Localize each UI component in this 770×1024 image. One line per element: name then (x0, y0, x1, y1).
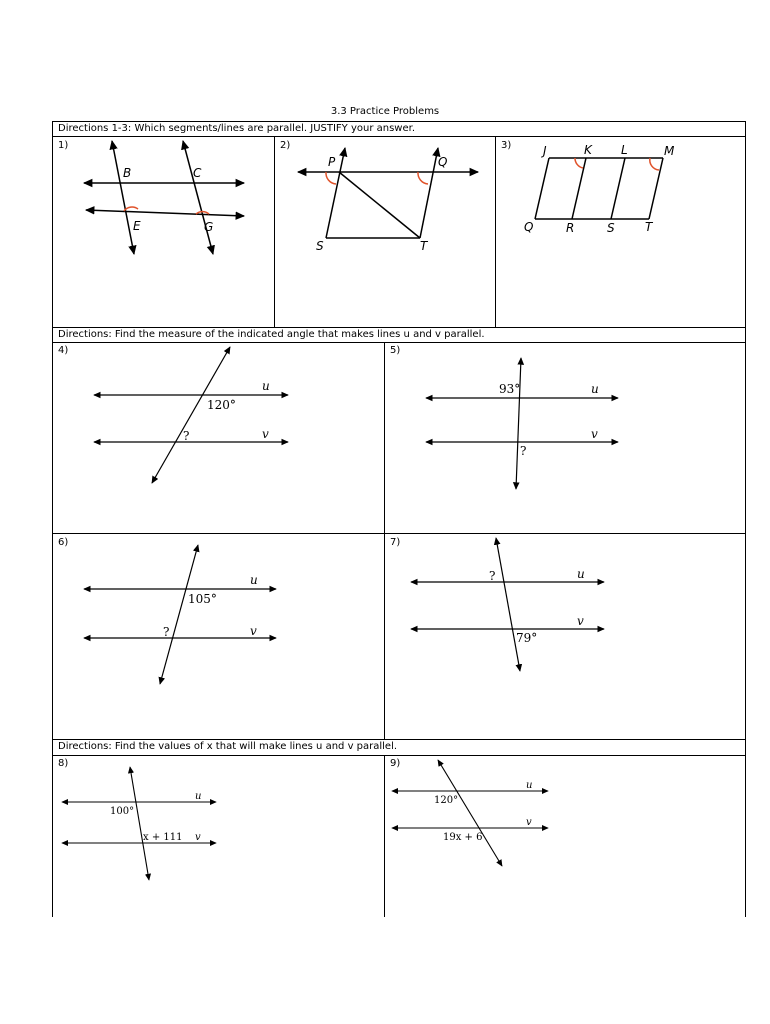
page-title: 3.3 Practice Problems (330, 106, 440, 117)
problem-number: 2) (280, 140, 291, 151)
directions-8-9: Directions: Find the values of x that will make lines u and v parallel. (58, 741, 398, 752)
label-C: C (193, 166, 202, 180)
line-u-label: u (526, 780, 533, 791)
label-G: G (204, 220, 214, 234)
given-angle: 120° (207, 398, 236, 412)
unknown-angle: ? (163, 625, 170, 639)
angle-expression: 19x + 6 (443, 832, 483, 843)
line-v-label: v (250, 624, 257, 638)
problem-number: 7) (390, 537, 401, 548)
label-Q: Q (524, 220, 534, 234)
problem-number: 3) (501, 140, 512, 151)
label-S: S (607, 221, 615, 235)
label-J: J (543, 144, 547, 158)
problem-number: 4) (58, 345, 69, 356)
problem-number: 8) (58, 758, 69, 769)
line-u-label: u (262, 379, 270, 393)
label-S: S (316, 239, 324, 253)
angle-expression: x + 111 (143, 832, 183, 843)
unknown-angle: ? (489, 569, 496, 583)
label-L: L (621, 143, 628, 157)
line-u-label: u (250, 573, 258, 587)
label-T: T (645, 220, 653, 234)
directions-4-7: Directions: Find the measure of the indicated angle that makes lines u and v parallel. (58, 329, 485, 340)
label-T: T (420, 239, 428, 253)
label-E: E (133, 219, 141, 233)
label-M: M (664, 144, 675, 158)
given-angle: 100° (110, 806, 135, 817)
given-angle: 93° (499, 382, 521, 396)
problem-number: 9) (390, 758, 401, 769)
line-v-label: v (591, 427, 598, 441)
label-P: P (328, 155, 336, 169)
line-u-label: u (577, 567, 585, 581)
label-R: R (566, 221, 575, 235)
label-B: B (123, 166, 132, 180)
given-angle: 105° (188, 592, 217, 606)
problem-number: 5) (390, 345, 401, 356)
label-K: K (584, 143, 592, 157)
unknown-angle: ? (520, 444, 527, 458)
given-angle: 79° (516, 631, 538, 645)
line-v-label: v (195, 832, 201, 843)
line-v-label: v (526, 817, 532, 828)
problem-number: 1) (58, 140, 69, 151)
unknown-angle: ? (183, 429, 190, 443)
line-u-label: u (591, 382, 599, 396)
label-Q: Q (438, 155, 448, 169)
line-v-label: v (262, 427, 269, 441)
problem-number: 6) (58, 537, 69, 548)
line-v-label: v (577, 614, 584, 628)
given-angle: 120° (434, 795, 459, 806)
directions-1-3: Directions 1-3: Which segments/lines are parallel. JUSTIFY your answer. (58, 123, 416, 134)
line-u-label: u (195, 791, 202, 802)
